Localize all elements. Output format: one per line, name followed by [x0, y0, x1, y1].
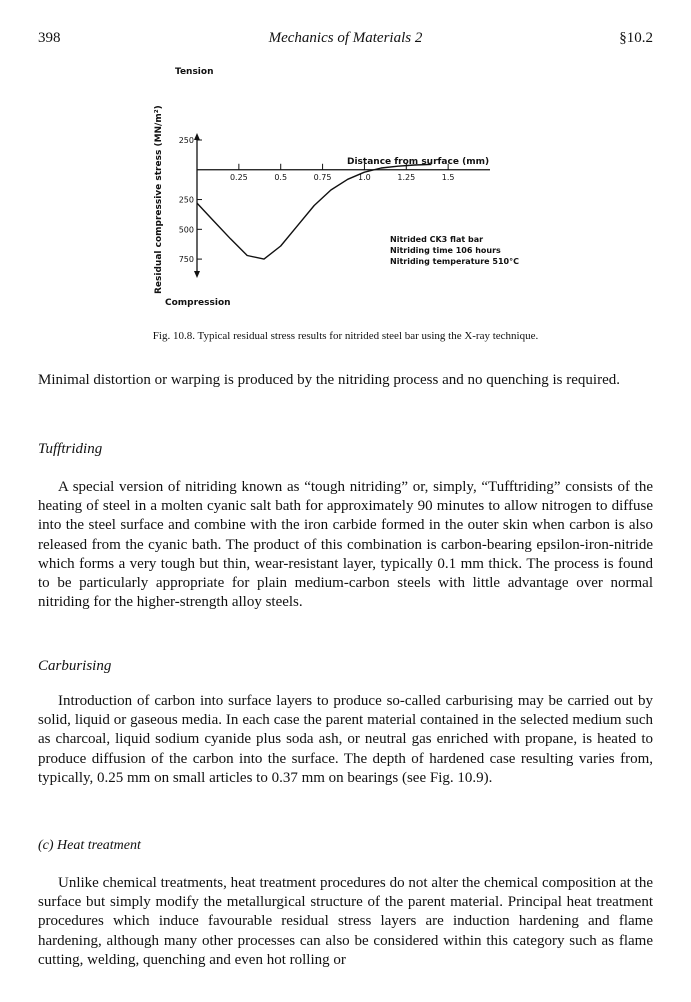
y-axis-arrow-up: [194, 133, 200, 140]
annotation-line-1: Nitrided CK3 flat bar: [390, 235, 484, 244]
annotation-line-2: Nitriding time 106 hours: [390, 246, 501, 255]
paragraph-nitriding-end: Minimal distortion or warping is produced by the nitriding process and no quenching is required.: [38, 372, 620, 388]
y-tick-label: 750: [178, 255, 194, 265]
annotation-line-3: Nitriding temperature 510°C: [390, 257, 519, 266]
heading-carburising: Carburising: [38, 658, 112, 674]
figure-caption: Fig. 10.8. Typical residual stress results for nitrided steel bar using the X-ray technique.: [152, 330, 539, 342]
residual-stress-chart: [145, 62, 565, 312]
x-tick-label: 0.5: [274, 172, 288, 182]
x-tick-label: 1.0: [358, 172, 371, 182]
x-tick-label: 0.25: [229, 172, 248, 182]
heading-heat-treatment: (c) Heat treatment: [38, 838, 141, 853]
section-number: §10.2: [619, 30, 653, 46]
paragraph-tufftriding: A special version of nitriding known as “tough nitriding” or, simply, “Tufftriding” consists of the heating of steel in a molten cyanic salt bath for approximately 90 minutes to allow nitrogen to diffuse into the steel surface and combine with the iron carbide formed in the outer skin when carbon is also released from the cyanic bath. The product of this combination is carbon-bearing epsilon-iron-nitride which forms a very tough but thin, wear-resistant layer, typically 0.1 mm thick. The process is found to be particularly appropriate for plain medium-carbon steels with little advantage over normal nitriding for the higher-strength alloy steels.: [38, 479, 653, 611]
paragraph-carburising: Introduction of carbon into surface layers to produce so-called carburising may be carried out by solid, liquid or gaseous media. In each case the parent material contained in the selected medium such as charcoal, liquid sodium cyanide plus soda ash, or neutral gas enriched with propane, is heated to produce diffusion of the carbon into the surface. The depth of hardened case resulting varies from, typically, 0.25 mm on small articles to 0.37 mm on bearings (see Fig. 10.9).: [38, 693, 653, 786]
running-header: [38, 30, 653, 50]
paragraph-heat-treatment: Unlike chemical treatments, heat treatment procedures do not alter the chemical composition at the surface but simply modify the metallurgical structure of the parent material. Principal heat treatment procedures which induce favourable residual stress layers are induction hardening and flame hardening, although many other processes can also be considered within this category such as flame cutting, welding, quenching and even hot rolling or: [38, 875, 653, 968]
residual-stress-figure: [145, 62, 565, 312]
x-tick-label: 0.75: [313, 172, 332, 182]
y-tick-label: 250: [178, 136, 194, 145]
y-tick-label: 500: [178, 225, 194, 235]
heading-tufftriding: Tufftriding: [38, 441, 103, 457]
x-tick-label: 1.5: [441, 172, 455, 182]
compression-label: Compression: [165, 298, 231, 308]
book-title: Mechanics of Materials 2: [268, 30, 423, 46]
tension-label: Tension: [175, 67, 214, 77]
x-axis-label: Distance from surface (mm): [347, 157, 490, 167]
page-number: 398: [38, 30, 61, 46]
y-axis-label: Residual compressive stress (MN/m²): [154, 105, 164, 294]
y-tick-label: 250: [178, 195, 194, 205]
x-tick-label: 1.25: [397, 172, 416, 182]
y-axis-arrow-down: [194, 271, 200, 278]
